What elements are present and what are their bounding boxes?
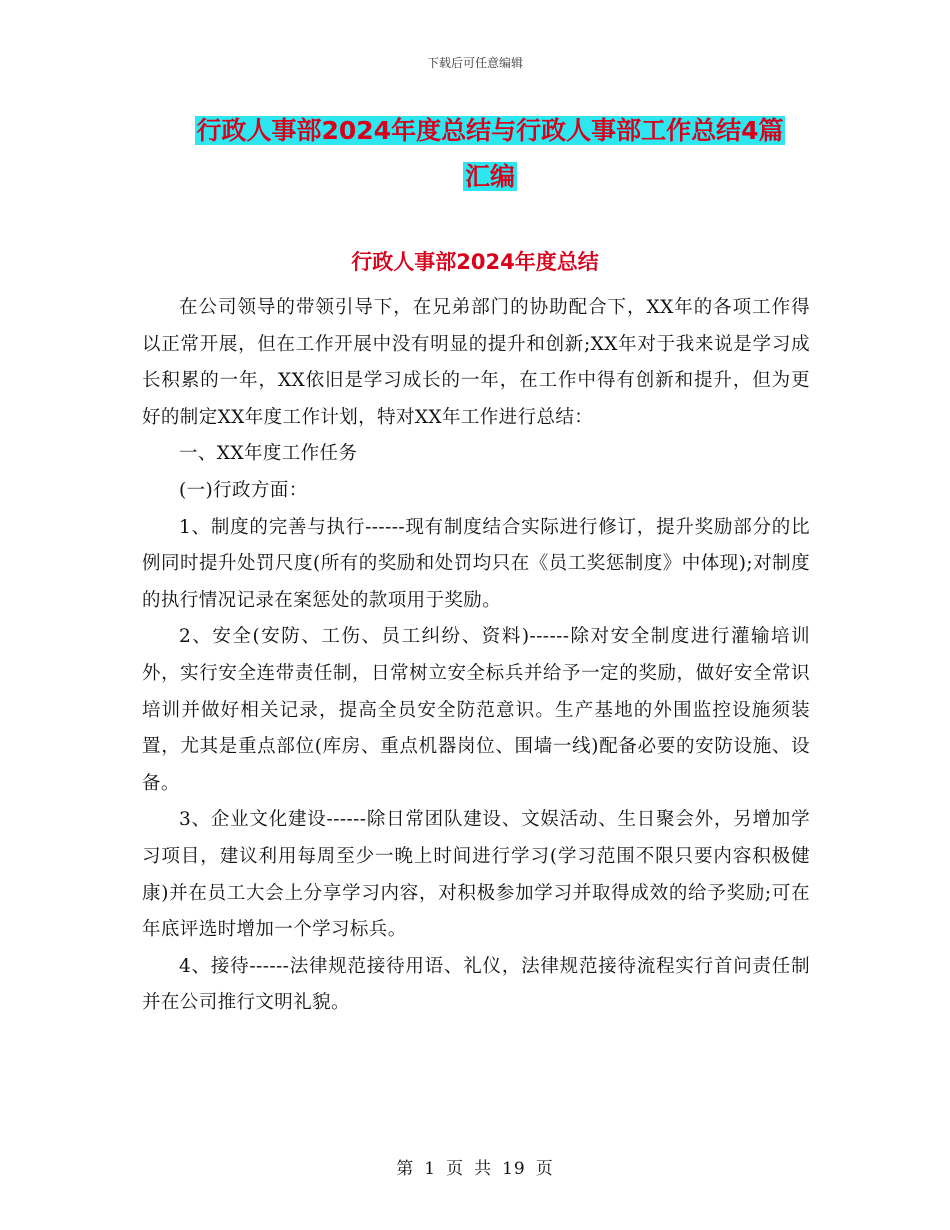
paragraph-item-3: 3、企业文化建设------除日常团队建设、文娱活动、生日聚会外，另增加学习项目，建议利用每周至少一晚上时间进行学习(学习范围不限只要内容积极健康)并在员工大会上分享学习内容，对积极参加学习并取得成效的给予奖励;可在年底评选时增加一个学习标兵。: [142, 809, 810, 941]
document-body: [142, 290, 810, 1022]
page-mid: 页: [446, 1159, 465, 1179]
section-title: 行政人事部2024年度总结: [351, 250, 599, 274]
paragraph-subheading-admin: (一)行政方面：: [179, 479, 308, 501]
document-title-line2: 汇编: [464, 162, 515, 191]
paragraph-heading-1: 一、XX年度工作任务: [179, 443, 358, 465]
header-note: 下载后可任意编辑: [426, 56, 523, 70]
page-prefix: 第: [396, 1159, 415, 1179]
document-title: [140, 108, 840, 200]
page-suffix: 页: [535, 1159, 554, 1179]
paragraph-item-4: 4、接待------法律规范接待用语、礼仪，法律规范接待流程实行首问责任制并在公司推行文明礼貌。: [142, 955, 810, 1014]
page-footer: [0, 1154, 950, 1179]
page-total: 19: [502, 1159, 526, 1179]
paragraph-intro: 在公司领导的带领引导下，在兄弟部门的协助配合下，XX年的各项工作得以正常开展，但在工作开展中没有明显的提升和创新;XX年对于我来说是学习成长积累的一年，XX依旧是学习成长的一年，在工作中得有创新和提升，但为更好的制定XX年度工作计划，特对XX年工作进行总结：: [142, 297, 810, 428]
document-title-line1: 行政人事部2024年度总结与行政人事部工作总结4篇: [196, 116, 784, 145]
paragraph-item-1: 1、制度的完善与执行------现有制度结合实际进行修订，提升奖励部分的比例同时提升处罚尺度(所有的奖励和处罚均只在《员工奖惩制度》中体现);对制度的执行情况记录在案惩处的款项用于奖励。: [142, 516, 810, 611]
page-current: 1: [424, 1159, 437, 1179]
paragraph-item-2: 2、安全(安防、工伤、员工纠纷、资料)------除对安全制度进行灌输培训外，实行安全连带责任制，日常树立安全标兵并给予一定的奖励，做好安全常识培训并做好相关记录，提高全员安全防范意识。生产基地的外围监控设施须装置，尤其是重点部位(库房、重点机器岗位、围墙一线)配备必要的安防设施、设备。: [142, 626, 810, 794]
page-total-prefix: 共: [474, 1159, 493, 1179]
